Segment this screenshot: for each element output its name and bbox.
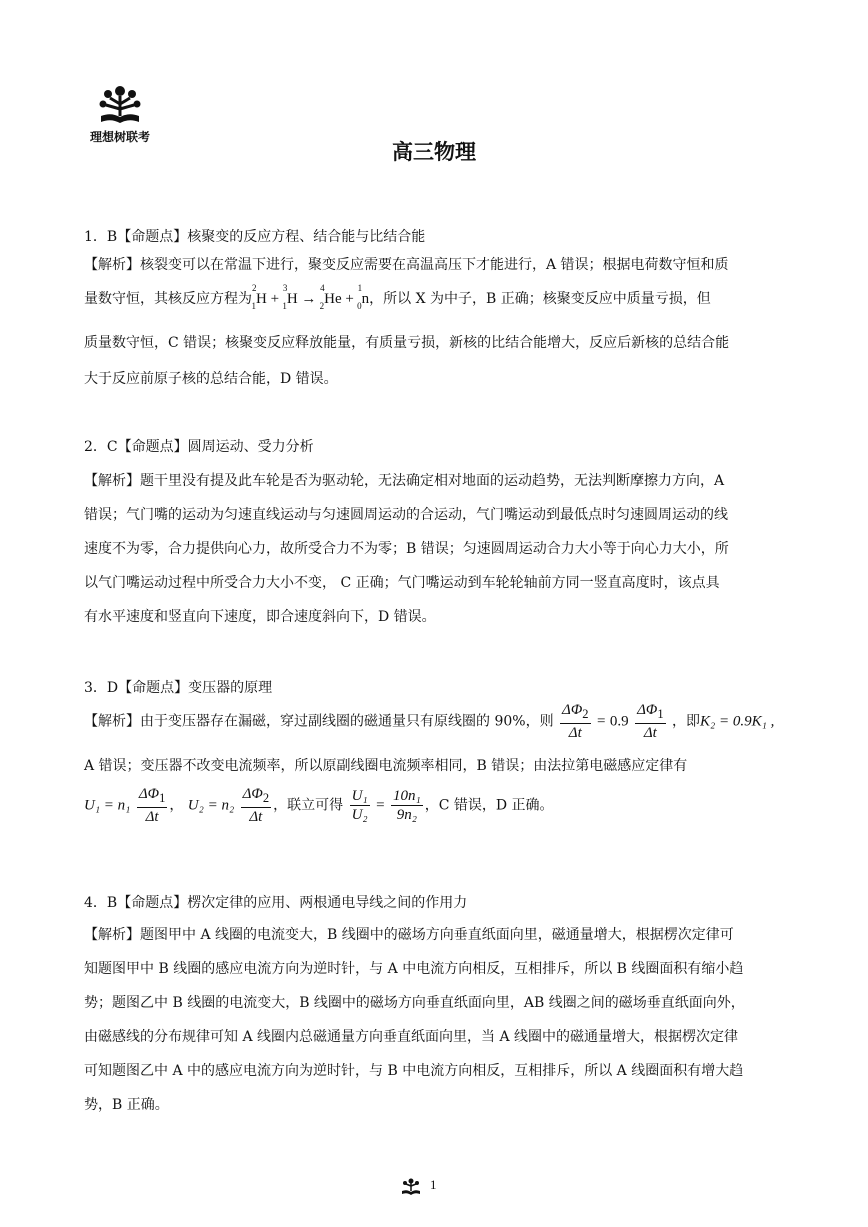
question-1-line-1: 【解析】核裂变可以在常温下进行，聚变反应需要在高温高压下才能进行，A 错误；根据电荷数守恒和质 bbox=[84, 257, 729, 273]
question-2-line-4: 以气门嘴运动过程中所受合力大小不变， C 正确；气门嘴运动到车轮轮轴前方同一竖直高度时，该点具 bbox=[84, 575, 720, 591]
u2-fraction: $\frac{\Delta\Phi_2}{\Delta t}$ bbox=[242, 786, 270, 825]
turns-ratio: $\frac{\text{10n₁}}{\text{9n₂}}$ bbox=[393, 788, 421, 823]
question-4-line-5: 可知题图乙中 A 中的感应电流方向为逆时针，与 B 中电流方向相反，互相排斥，所以 A 线圈面积有增大趋 bbox=[84, 1063, 744, 1079]
page-footer bbox=[400, 1177, 460, 1197]
question-4-line-6: 势，B 正确。 bbox=[84, 1097, 169, 1113]
question-4-line-4: 由磁感线的分布规律可知 A 线圈内总磁通量方向垂直纸面向里，当 A 线圈中的磁通量增大，根据楞次定律 bbox=[84, 1029, 739, 1045]
u1-expression: U₁ = n₁ bbox=[84, 797, 131, 814]
question-3-line-1: 【解析】由于变压器存在漏磁，穿过副线圈的磁通量只有原线圈的 90%，则 $\frac{\Delta\Phi_2}{\Delta t}$ = 0.9 $\frac{\Delta\Phi_1}{\Delta t}$ ，即K₂ = 0.9K₁ , bbox=[84, 702, 775, 741]
flux-ratio-right: $\frac{\Delta\Phi_1}{\Delta t}$ bbox=[637, 702, 664, 741]
page-number: 1 bbox=[430, 1177, 437, 1192]
footer-logo-icon bbox=[400, 1177, 422, 1195]
question-1-line-3: 质量数守恒，C 错误；核聚变反应释放能量，有质量亏损，新核的比结合能增大，反应后新核的总结合能 bbox=[84, 335, 730, 351]
u2-expression: U₂ = n₂ bbox=[187, 797, 235, 814]
question-3-text-a: 【解析】由于变压器存在漏磁，穿过副线圈的磁通量只有原线圈的 90%，则 bbox=[84, 713, 554, 730]
tree-logo-icon bbox=[97, 82, 143, 126]
question-2-line-3: 速度不为零，合力提供向心力，故所受合力不为零；B 错误；匀速圆周运动合力大小等于向心力大小，所 bbox=[84, 541, 729, 557]
question-4-line-1: 【解析】题图甲中 A 线圈的电流变大，B 线圈中的磁场方向垂直纸面向里，磁通量增大，根据楞次定律可 bbox=[84, 927, 734, 943]
k-equation: K₂ = 0.9K₁ , bbox=[700, 713, 775, 730]
question-3-heading: 3．D【命题点】变压器的原理 bbox=[84, 680, 273, 696]
nuclear-equation: $^2_1$H + $^3_1$H → $^4_2$He + $^1_0$n bbox=[251, 283, 370, 311]
question-3-line-2: A 错误；变压器不改变电流频率，所以原副线圈电流频率相同，B 错误；由法拉第电磁感应定律有 bbox=[84, 758, 688, 774]
question-1-heading: 1．B【命题点】核聚变的反应方程、结合能与比结合能 bbox=[84, 229, 426, 245]
question-1-text-b: ，所以 X 为中子，B 正确；核聚变反应中质量亏损，但 bbox=[369, 291, 711, 307]
question-1-line-2 bbox=[84, 283, 711, 311]
question-2-line-5: 有水平速度和竖直向下速度，即合速度斜向下，D 错误。 bbox=[84, 609, 436, 625]
brand-name: 理想树联考 bbox=[89, 130, 150, 144]
question-4-line-2: 知题图甲中 B 线圈的感应电流方向为逆时针，与 A 中电流方向相反，互相排斥，所以 B 线圈面积有缩小趋 bbox=[84, 961, 744, 977]
question-2-line-2: 错误；气门嘴的运动为匀速直线运动与匀速圆周运动的合运动，气门嘴运动到最低点时匀速圆周运动的线 bbox=[84, 507, 728, 523]
voltage-ratio: $\frac{\text{U₁}}{\text{U₂}}$ bbox=[351, 788, 368, 823]
question-2-line-1: 【解析】题干里没有提及此车轮是否为驱动轮，无法确定相对地面的运动趋势，无法判断摩擦力方向，A bbox=[84, 473, 725, 489]
question-4-line-3: 势；题图乙中 B 线圈的电流变大，B 线圈中的磁场方向垂直纸面向里，AB 线圈之间的磁场垂直纸面向外， bbox=[84, 995, 745, 1011]
question-1-text-a: 量数守恒，其核反应方程为 bbox=[84, 291, 252, 307]
question-1-line-4: 大于反应前原子核的总结合能，D 错误。 bbox=[84, 371, 338, 387]
question-4-heading: 4．B【命题点】楞次定律的应用、两根通电导线之间的作用力 bbox=[84, 895, 468, 911]
page-title: 高三物理 bbox=[392, 140, 476, 164]
flux-ratio-left: $\frac{\Delta\Phi_2}{\Delta t}$ bbox=[562, 702, 589, 741]
question-3-line-3: U₁ = n₁ $\frac{\Delta\Phi_1}{\Delta t}$ ， U₂ = n₂ $\frac{\Delta\Phi_2}{\Delta t}$ ，联立可得 $\frac{\text{U₁}}{\text{U₂}}$ = $\frac{\text{10n₁}}{\text{9n₂}}$ ，C 错误，D 正确。 bbox=[84, 786, 554, 825]
u1-fraction: $\frac{\Delta\Phi_1}{\Delta t}$ bbox=[138, 786, 166, 825]
question-2-heading: 2．C【命题点】圆周运动、受力分析 bbox=[84, 439, 314, 455]
